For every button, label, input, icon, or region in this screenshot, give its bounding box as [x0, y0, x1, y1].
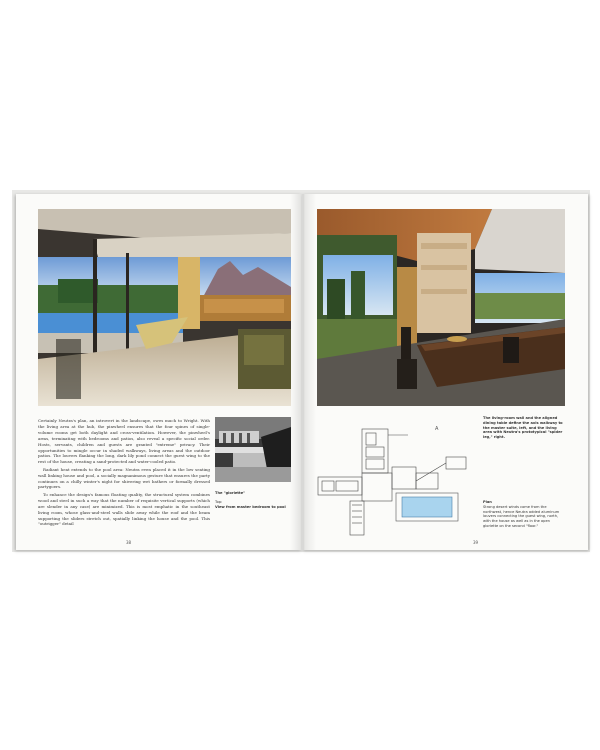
- floor-plan: [312, 425, 472, 537]
- caption-label: Top:: [215, 499, 223, 504]
- caption-title: The "gloriette": [215, 491, 246, 495]
- body-paragraph: Certainly Neutra's plan, an introvert in the landscape, owes much to Wright. With the living area at the hub, the pinwheel ensures that the four spines of single-volume rooms get both daylight and cross-ventilation. However, the pinwheel's arms, terminating with bedrooms and patios, also reveal a specific social order. Hosts, servants, children and guests are granted "extreme" privacy. Their opportunities to mingle occur in shaded walkways, living areas and the outdoor patios. The louvers flanking the long, dark lily pond connect the guest wing to the rest of the house, creating a sand-protected and water-cooled patio.: [38, 418, 210, 465]
- right-page-number: 39: [473, 540, 479, 545]
- dining-room-photo: [317, 209, 565, 406]
- left-body-text: [38, 418, 210, 529]
- living-room-photo: [38, 209, 291, 406]
- gloriette-photo: [215, 417, 291, 482]
- plan-caption: [483, 500, 565, 529]
- gloriette-caption: [215, 491, 291, 509]
- plan-text: Strong desert winds come from the northwest, hence Neutra added aluminum louvers connecting the guest wing, north, with the house as well as in the open gloriette on the second "floor.": [483, 504, 560, 528]
- body-paragraph: To enhance the design's famous floating quality, the structural system combines wood and steel in such a way that the number of requisite vertical supports (which are slender in any case) are minimized. This is most emphatic in the southeast living room, whose glass-and-steel walls slide away while the roof and the beam supporting the sliders stretch out, spatially linking the house and the pool. This "outrigger" detail: [38, 491, 210, 527]
- body-paragraph: Radiant heat extends to the pool area: Neutra even placed it in the low seating wall linking house and pool, a socially magnanimous gesture that ensures the party continues on a chilly winter's night for shivering wet bathers or formally dressed partygoers.: [38, 466, 210, 490]
- plan-label-a: A: [435, 426, 439, 432]
- dining-caption: [483, 416, 565, 440]
- plan-title: Plan: [483, 500, 492, 504]
- left-page-number: 38: [126, 540, 132, 545]
- caption-text: View from master bedroom to pool: [215, 504, 286, 509]
- dining-caption-text: The living-room wall and the aligned dining table define the axis walkway to the master suite, left, and the living area with Neutra's prototypical "spider leg," right.: [483, 416, 563, 440]
